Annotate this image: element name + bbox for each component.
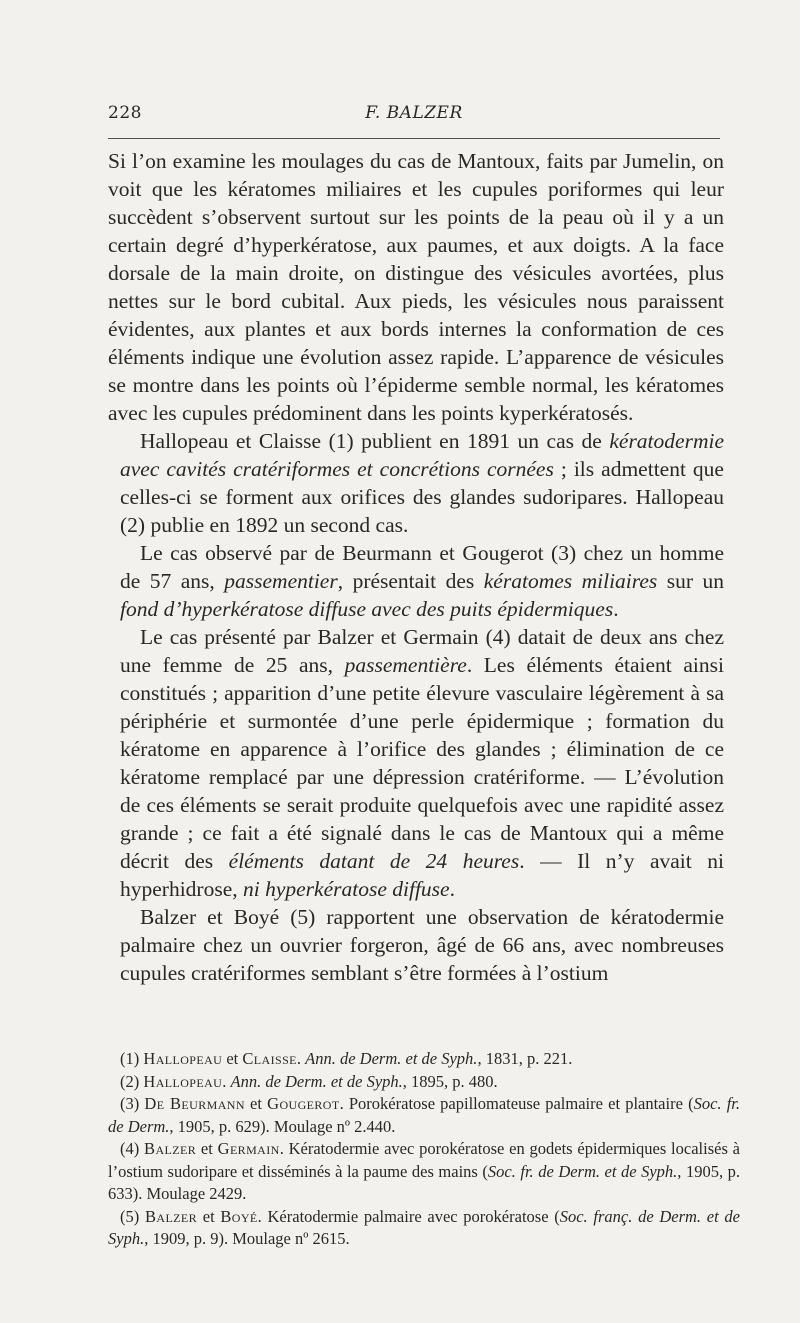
text-run: et (196, 1139, 218, 1158)
footnote (108, 1206, 740, 1251)
text-run: . (449, 877, 455, 901)
text-run: . Kératodermie avec porokératose en godets épidermiques localisés à l’ostium sudoripare et disséminés à la paume des mains ( (108, 1139, 740, 1181)
page-header (108, 103, 720, 131)
text-run: et (197, 1206, 221, 1226)
text-run: (2) (120, 1071, 144, 1091)
paragraph (120, 903, 724, 987)
footnote (108, 1138, 740, 1206)
author-name: Claisse (242, 1049, 297, 1068)
text-run: Le cas observé par de Beurmann et Gougerot (3) chez un homme de 57 ans, (120, 541, 724, 593)
text-run: (5) (120, 1206, 145, 1226)
paragraph (120, 539, 724, 623)
author-name: Germain (217, 1139, 280, 1158)
text-run: Si l’on examine les moulages du cas de Mantoux, faits par Jumelin, on voit que les kératomes miliaires et les cupules poriformes qui leur succèdent s’observent surtout sur les points de la peau où il y a un certain degré d’hyperkératose, aux paumes, et aux doigts. A la face dorsale de la main droite, on distingue des vésicules avortées, plus nettes sur le bord cubital. Aux pieds, les vésicules nous paraissent évidentes, aux plantes et aux bords internes la conformation de ces éléments indique une évolution assez rapide. L’apparence de vésicules se montre dans les points où l’épiderme semble normal, les kératomes avec les cupules prédominent dans les points kyperkératosés. (108, 149, 724, 425)
running-title: F. BALZER (365, 103, 463, 123)
author-name: Balzer (144, 1139, 197, 1158)
text-run: ; ils admettent que celles-ci se forment aux orifices des glandes sudoripares. Hallopeau (2) publie en 1892 un second cas. (120, 457, 724, 537)
author-name: Boyé (220, 1206, 258, 1226)
italic-text: Ann. de Derm. et de Syph. (305, 1049, 478, 1068)
author-name: De Beurmann (144, 1094, 245, 1113)
text-run: , 1831, p. 221. (477, 1049, 573, 1068)
text-run: sur un (657, 569, 724, 593)
text-run: (3) (120, 1094, 145, 1113)
text-run: , présentait des (337, 569, 484, 593)
text-run: et (222, 1049, 243, 1068)
italic-text: Soc. fr. de Derm. (108, 1094, 740, 1136)
italic-text: ni hyperkératose diffuse (243, 877, 450, 901)
paragraph (120, 623, 724, 903)
italic-text: Ann. de Derm. et de Syph. (230, 1071, 403, 1091)
text-run: Hallopeau et Claisse (1) publient en 1891 un cas de (140, 429, 610, 453)
text-run: (1) (120, 1049, 144, 1068)
author-name: Gougerot (267, 1094, 340, 1113)
footnote (108, 1048, 740, 1071)
footnote (108, 1093, 740, 1138)
text-run: . (222, 1071, 231, 1091)
text-run: et (244, 1094, 268, 1113)
paragraph (120, 427, 724, 539)
text-run: , 1909, p. 9). Moulage nº 2615. (144, 1229, 350, 1248)
text-run: Le cas présenté par Balzer et Germain (4) datait de deux ans chez une femme de 25 ans, (120, 625, 724, 677)
italic-text: Soc. fr. de Derm. et de Syph. (487, 1161, 678, 1181)
italic-text: kératomes miliaires (483, 569, 658, 593)
italic-text: passementier (224, 569, 338, 593)
header-rule (108, 138, 720, 139)
text-run: (4) (120, 1139, 145, 1158)
author-name: Hallopeau (143, 1049, 223, 1068)
italic-text: passementière (344, 653, 467, 677)
author-name: Balzer (144, 1206, 198, 1226)
italic-text: Soc. franç. de Derm. et de Syph. (108, 1206, 740, 1248)
page-number: 228 (108, 103, 142, 123)
text-run: . (296, 1049, 306, 1068)
text-run: . Les éléments étaient ainsi constitués ; apparition d’une petite élevure vasculaire légèrement à sa périphérie et surmontée d’une perle épidermique ; formation du kératome en apparence à l’orifice des glandes ; élimination de ce kératome remplacé par une dépression cratériforme. — L’évolution de ces éléments se serait produite quelquefois avec une rapidité assez grande ; ce fait a été signalé dans le cas de Mantoux qui a même décrit des (120, 653, 724, 873)
footnote (108, 1071, 740, 1094)
text-run: . Kératodermie palmaire avec porokératose ( (257, 1206, 560, 1226)
paragraph (108, 147, 724, 427)
author-name: Hallopeau (143, 1071, 223, 1091)
text-run: , 1905, p. 633). Moulage 2429. (108, 1161, 740, 1203)
text-run: Balzer et Boyé (5) rapportent une observation de kératodermie palmaire chez un ouvrier forgeron, âgé de 66 ans, avec nombreuses cupules cratériformes semblant s’être formées à l’ostium (120, 905, 724, 985)
text-run: . Porokératose papillomateuse palmaire et plantaire ( (339, 1094, 694, 1113)
italic-text: éléments datant de 24 heures (228, 849, 520, 873)
footnotes (108, 1048, 740, 1251)
italic-text: fond d’hyperkératose diffuse avec des puits épidermiques (120, 597, 614, 621)
text-run: , 1895, p. 480. (402, 1071, 498, 1091)
text-run: , 1905, p. 629). Moulage nº 2.440. (169, 1116, 396, 1136)
italic-text: kératodermie avec cavités cratériformes et concrétions cornées (120, 429, 724, 481)
body-text (108, 147, 724, 987)
text-run: . (613, 597, 619, 621)
text-run: . — Il n’y avait ni hyperhidrose, (120, 849, 724, 901)
